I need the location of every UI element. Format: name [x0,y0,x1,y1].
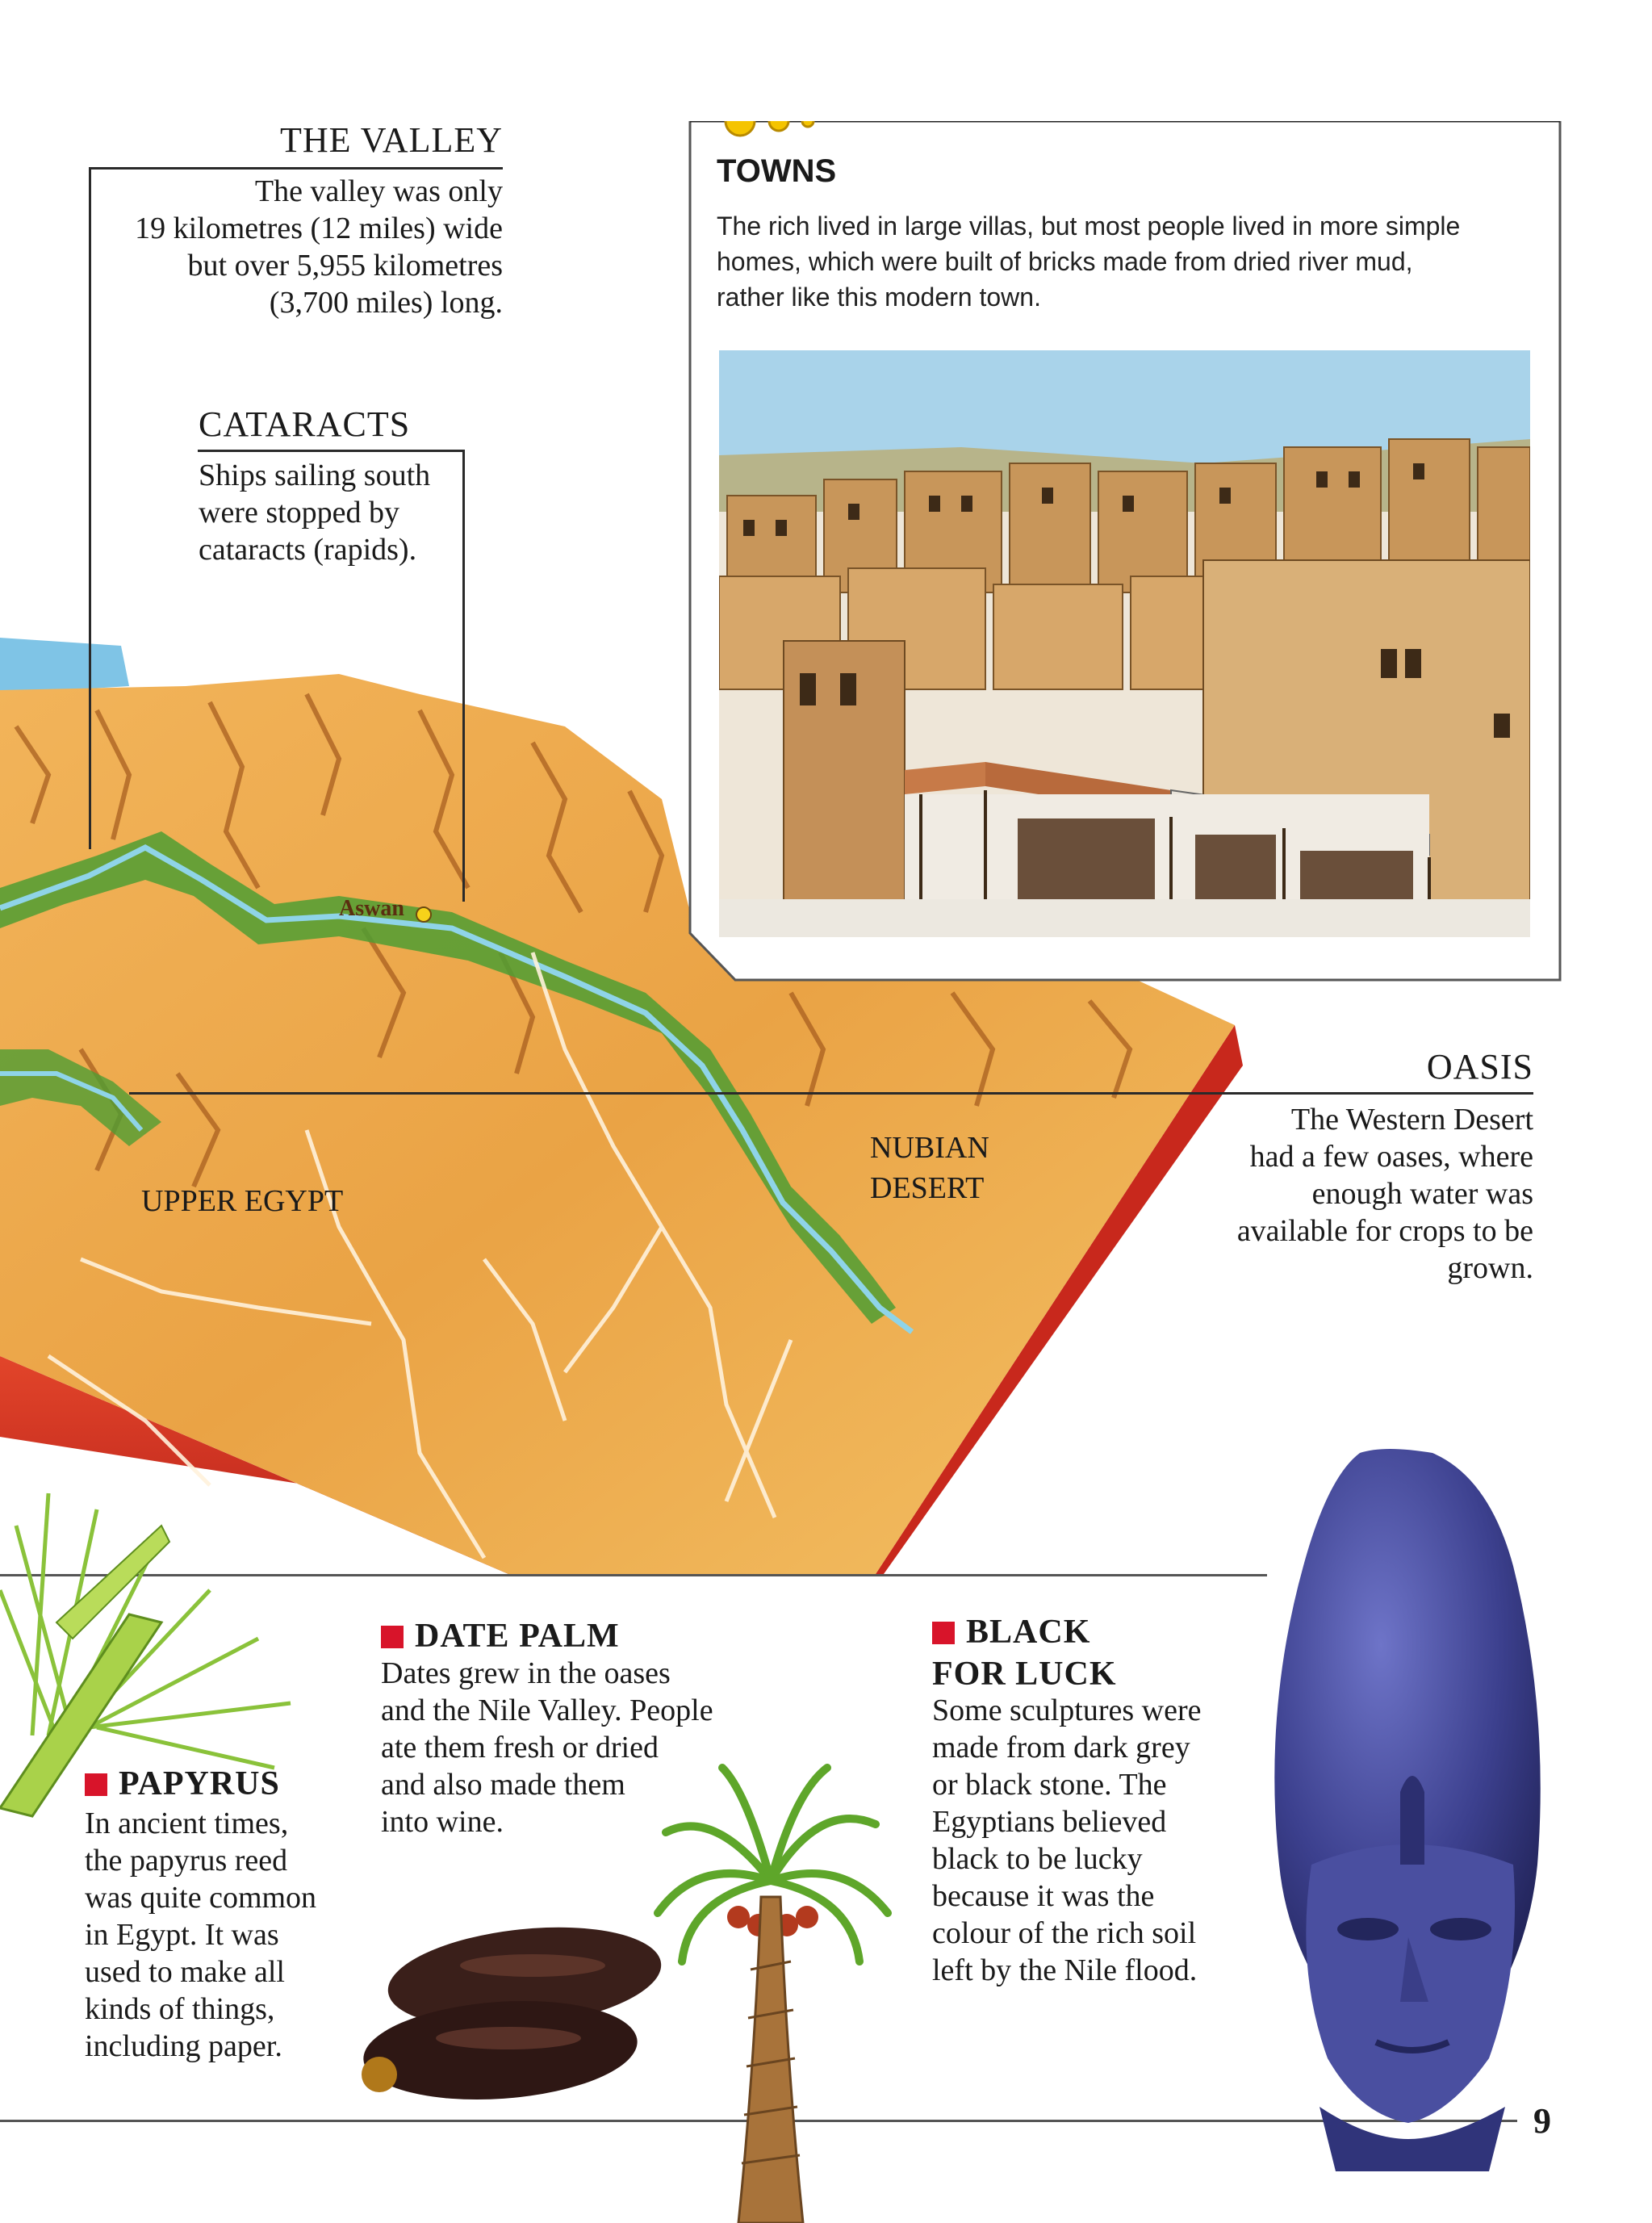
papyrus-line: the papyrus reed [85,1844,288,1878]
oasis-heading: OASIS [1426,1047,1533,1086]
bullet-square-icon [85,1773,107,1796]
nubian-label-line2: DESERT [870,1171,985,1205]
black-luck-heading-line2: FOR LUCK [932,1656,1117,1693]
modern-town-illustration [719,350,1530,937]
black-luck-line: made from dark grey [932,1731,1190,1765]
cataracts-line: cataracts (rapids). [199,533,417,567]
papyrus-line: was quite common [85,1881,317,1915]
towns-line: The rich lived in large villas, but most people lived in more simple [717,211,1461,241]
papyrus-line: In ancient times, [85,1806,289,1840]
towns-line: homes, which were built of bricks made from dried river mud, [717,247,1413,276]
cataracts-line: Ships sailing south [199,458,431,492]
black-luck-text [932,1692,1239,1989]
valley-text [97,173,503,321]
black-luck-line: colour of the rich soil [932,1916,1197,1950]
oasis-leader [129,1092,1533,1095]
timeline-dot-small-icon [802,121,813,127]
nubian-label-line1: NUBIAN [870,1131,989,1165]
date-palm-line: ate them fresh or dried [381,1731,659,1765]
papyrus-line: used to make all [85,1955,285,1989]
valley-leader-horizontal [89,167,503,170]
black-luck-heading-text: BLACK [966,1614,1091,1651]
papyrus-line: including paper. [85,2029,282,2063]
aswan-dot [416,907,431,922]
oasis-line: available for crops to be [1236,1214,1533,1248]
timeline-dot-medium-icon [769,121,788,131]
oasis-line: enough water was [1311,1177,1533,1211]
black-luck-line: Some sculptures were [932,1693,1202,1727]
bullet-square-icon [381,1626,404,1648]
valley-leader-vertical [89,167,91,849]
papyrus-text [85,1805,359,2065]
towns-heading: TOWNS [717,153,837,189]
black-luck-line: black to be lucky [932,1842,1143,1876]
black-luck-heading-line1 [932,1611,1117,1653]
cataracts-leader-horizontal [198,450,464,452]
papyrus-line: kinds of things, [85,1992,275,2026]
date-palm-heading-text: DATE PALM [415,1618,620,1655]
date-palm-line: into wine. [381,1805,504,1839]
oasis-line: The Western Desert [1290,1103,1533,1137]
valley-line: (3,700 miles) long. [269,286,503,320]
bullet-square-icon [932,1622,955,1644]
date-palm-heading [381,1617,620,1656]
papyrus-heading-text: PAPYRUS [119,1765,280,1802]
sea-area [0,638,129,694]
valley-heading: THE VALLEY [279,120,503,160]
valley-line: but over 5,955 kilometres [187,249,503,283]
date-palm-tree-illustration [650,1760,892,2223]
cataracts-line: were stopped by [199,496,400,530]
cataracts-text [199,457,465,568]
date-palm-line: Dates grew in the oases [381,1656,671,1690]
cataracts-heading: CATARACTS [199,404,411,444]
date-palm-line: and also made them [381,1768,625,1802]
black-luck-line: Egyptians believed [932,1805,1167,1839]
black-luck-line: left by the Nile flood. [932,1953,1198,1987]
black-luck-line: because it was the [932,1879,1155,1913]
oasis-line: grown. [1447,1251,1533,1285]
papyrus-heading [85,1765,280,1803]
black-luck-line: or black stone. The [932,1768,1167,1802]
pharaoh-statue-head-illustration [1247,1445,1586,2171]
oasis-line: had a few oases, where [1249,1140,1533,1174]
date-palm-line: and the Nile Valley. People [381,1693,713,1727]
oasis-text [1170,1101,1533,1287]
papyrus-line: in Egypt. It was [85,1918,279,1952]
towns-line: rather like this modern town. [717,283,1041,312]
aswan-label: Aswan [339,896,404,921]
valley-line: 19 kilometres (12 miles) wide [135,211,503,245]
black-luck-heading [932,1611,1117,1695]
upper-egypt-label: UPPER EGYPT [141,1184,344,1218]
towns-text [717,208,1540,315]
page-number: 9 [1533,2101,1551,2141]
dates-fruit-illustration [355,1913,662,2107]
valley-line: The valley was only [254,174,503,208]
